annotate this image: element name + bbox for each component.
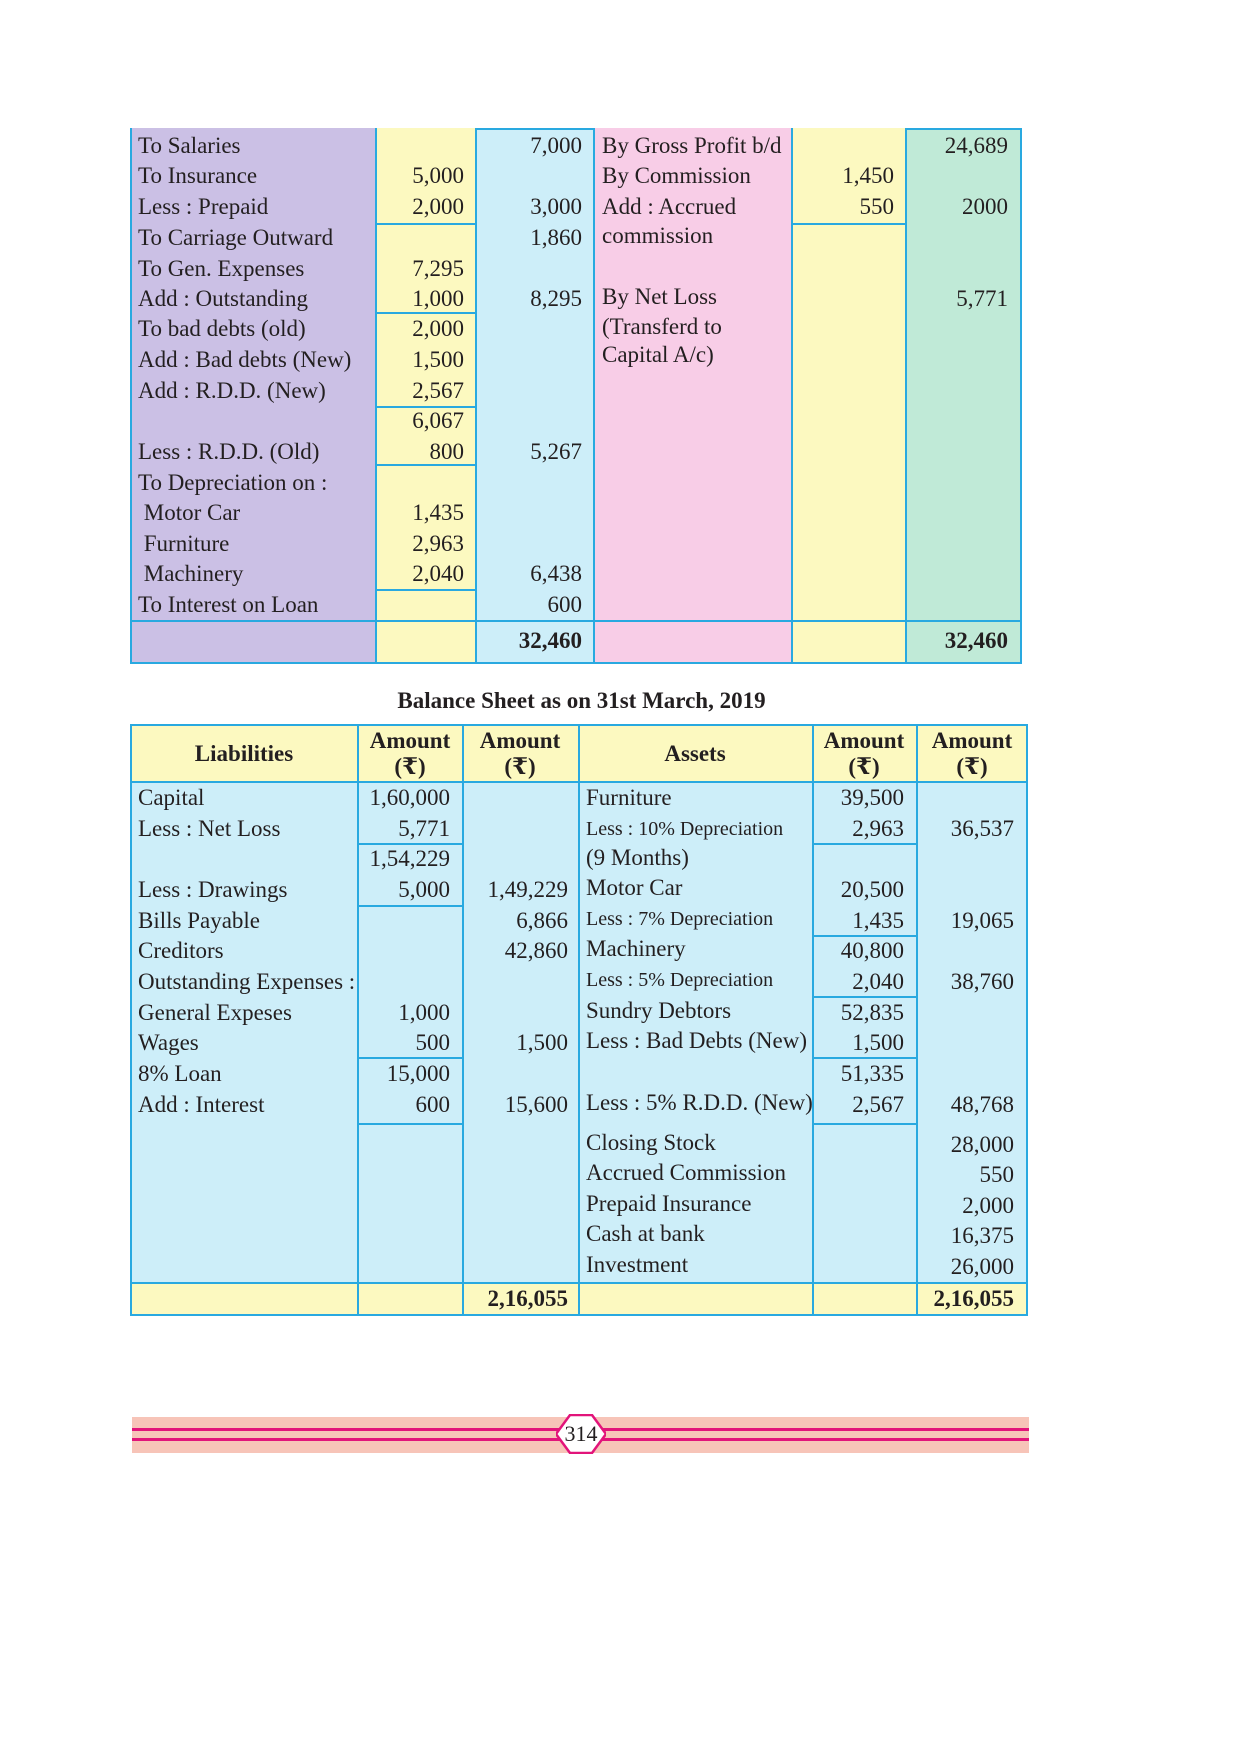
pl-debit-label: To Gen. Expenses	[138, 256, 305, 281]
pl-subtotal-rule	[376, 223, 476, 225]
bs-liability-label: Less : Net Loss	[138, 816, 281, 841]
bs-border	[578, 724, 580, 1316]
bs-asset-amount: 16,375	[950, 1223, 1014, 1248]
bs-asset-label: Less : 5% Depreciation	[586, 969, 774, 991]
bs-liability-amount: 1,500	[516, 1030, 568, 1055]
bs-asset-amount: 19,065	[950, 908, 1014, 933]
bs-asset-label: Motor Car	[586, 875, 683, 900]
bs-asset-label: Investment	[586, 1252, 689, 1277]
pl-debit-sub: 2,040	[412, 561, 464, 586]
pl-credit-label: By Commission	[602, 163, 751, 188]
bs-liability-label: Less : Drawings	[138, 877, 288, 902]
pl-debit-sub: 6,067	[412, 408, 464, 433]
pl-debit-label: To Salaries	[138, 133, 241, 158]
bs-liability-label: Wages	[138, 1030, 199, 1055]
bs-liability-label: 8% Loan	[138, 1061, 222, 1086]
pl-debit-sub: 2,567	[412, 378, 464, 403]
bs-asset-label: Furniture	[586, 785, 672, 810]
pl-debit-amount: 6,438	[530, 561, 582, 586]
bs-asset-label: Closing Stock	[586, 1130, 716, 1155]
pl-debit-label: To Depreciation on :	[138, 470, 328, 495]
bs-asset-sub: 2,963	[852, 816, 904, 841]
bs-asset-amount: 550	[979, 1162, 1014, 1187]
bs-asset-sub: 20,500	[840, 877, 904, 902]
bs-subtotal-rule	[358, 905, 462, 907]
bs-asset-label: Sundry Debtors	[586, 998, 732, 1023]
pl-debit-amount: 3,000	[530, 194, 582, 219]
balance-sheet-table	[130, 724, 1028, 1316]
pl-border	[1020, 128, 1022, 664]
bs-asset-sub: 52,835	[840, 1000, 904, 1025]
bs-liability-sub: 500	[415, 1030, 450, 1055]
pl-debit-sub: 1,435	[412, 500, 464, 525]
pl-debit-amount: 600	[547, 592, 582, 617]
pl-credit-label: (Transferd to	[602, 314, 722, 339]
bs-liability-label: Outstanding Expenses :	[138, 969, 356, 994]
pl-border	[130, 128, 132, 664]
pl-debit-label: Add : R.D.D. (New)	[138, 378, 326, 403]
bs-header-assets: Assets	[664, 741, 726, 766]
pl-debit-sub: 2,000	[412, 316, 464, 341]
bs-liability-label: Add : Interest	[138, 1092, 265, 1117]
pl-border	[593, 128, 595, 664]
bs-liability-sub: 1,60,000	[369, 785, 450, 810]
pl-debit-label: Less : R.D.D. (Old)	[138, 439, 320, 464]
bs-asset-amount: 28,000	[950, 1132, 1014, 1157]
pl-debit-sub: 2,963	[412, 531, 464, 556]
bs-asset-amount: 38,760	[950, 969, 1014, 994]
pl-credit-label: By Gross Profit b/d	[602, 133, 782, 158]
pl-credit-amount: 2000	[962, 194, 1008, 219]
pl-credit-label: Capital A/c)	[602, 342, 714, 367]
bs-liability-amount: 15,600	[504, 1092, 568, 1117]
pl-credit-label: commission	[602, 223, 714, 248]
pl-debit-label: To bad debts (old)	[138, 316, 306, 341]
pl-account-table	[130, 128, 1022, 664]
bs-asset-label: Accrued Commission	[586, 1160, 786, 1185]
bs-asset-sub: 2,567	[852, 1092, 904, 1117]
bs-liability-amount: 6,866	[516, 908, 568, 933]
bs-asset-amount: 26,000	[950, 1254, 1014, 1279]
pl-debit-label: Add : Bad debts (New)	[138, 347, 352, 372]
bs-asset-amount: 48,768	[950, 1092, 1014, 1117]
bs-asset-sub: 1,500	[852, 1030, 904, 1055]
bs-asset-label: Less : Bad Debts (New)	[586, 1028, 808, 1053]
bs-asset-sub: 2,040	[852, 969, 904, 994]
pl-debit-amount: 5,267	[530, 439, 582, 464]
bs-header-amount: Amount	[931, 728, 1013, 753]
bs-asset-label: Prepaid Insurance	[586, 1191, 752, 1216]
bs-liability-label: Creditors	[138, 938, 224, 963]
bs-header-liabilities: Liabilities	[194, 741, 294, 766]
pl-debit-label: To Insurance	[138, 163, 258, 188]
bs-liability-amount: 42,860	[504, 938, 568, 963]
pl-debit-label: Add : Outstanding	[138, 286, 308, 311]
pl-total-debit: 32,460	[518, 628, 582, 653]
bs-asset-sub: 40,800	[840, 938, 904, 963]
pl-credit-label: By Net Loss	[602, 284, 717, 309]
pl-credit-amount: 5,771	[956, 286, 1008, 311]
bs-liability-sub: 5,771	[398, 816, 450, 841]
bs-header-rupee: (₹)	[956, 754, 988, 779]
bs-asset-amount: 36,537	[950, 816, 1014, 841]
bs-liability-sub: 1,000	[398, 1000, 450, 1025]
pl-credit-sub: 1,450	[842, 163, 894, 188]
bs-liability-sub: 600	[415, 1092, 450, 1117]
bs-liability-label: Capital	[138, 785, 205, 810]
bs-border	[130, 724, 132, 1316]
pl-total-credit: 32,460	[944, 628, 1008, 653]
pl-credit-amount: 24,689	[944, 133, 1008, 158]
bs-asset-label: Cash at bank	[586, 1221, 705, 1246]
pl-debit-amount: 8,295	[530, 286, 582, 311]
bs-asset-label: Less : 7% Depreciation	[586, 908, 774, 930]
bs-header-amount: Amount	[479, 728, 561, 753]
balance-sheet-title: Balance Sheet as on 31st March, 2019	[397, 688, 766, 713]
pl-debit-sub: 2,000	[412, 194, 464, 219]
bs-liability-label: General Expeses	[138, 1000, 292, 1025]
bs-asset-label: (9 Months)	[586, 845, 689, 870]
pl-credit-sub: 550	[859, 194, 894, 219]
pl-debit-label: To Interest on Loan	[138, 592, 319, 617]
pl-debit-label: Motor Car	[138, 500, 241, 525]
page-number: 314	[564, 1421, 598, 1446]
pl-debit-sub: 1,500	[412, 347, 464, 372]
bs-header-rupee: (₹)	[394, 754, 426, 779]
pl-debit-label: Less : Prepaid	[138, 194, 269, 219]
pl-subtotal-rule	[376, 589, 476, 591]
bs-liability-amount: 1,49,229	[487, 877, 568, 902]
pl-debit-label: To Carriage Outward	[138, 225, 334, 250]
bs-total-liabilities: 2,16,055	[487, 1286, 568, 1311]
pl-debit-label: Machinery	[138, 561, 244, 586]
pl-debit-sub: 5,000	[412, 163, 464, 188]
pl-debit-label: Furniture	[138, 531, 230, 556]
bs-asset-label: Less : 10% Depreciation	[586, 818, 784, 840]
pl-debit-sub: 1,000	[412, 286, 464, 311]
bs-header-amount: Amount	[369, 728, 451, 753]
pl-border	[906, 128, 1022, 130]
bs-subtotal-rule	[813, 1123, 916, 1125]
bs-asset-sub: 51,335	[840, 1061, 904, 1086]
pl-debit-amount: 7,000	[530, 133, 582, 158]
bs-header-rupee: (₹)	[848, 754, 880, 779]
bs-total-assets: 2,16,055	[933, 1286, 1014, 1311]
bs-liability-sub: 15,000	[386, 1061, 450, 1086]
bs-liability-label: Bills Payable	[138, 908, 261, 933]
bs-subtotal-rule	[358, 1123, 462, 1125]
bs-liability-sub: 5,000	[398, 877, 450, 902]
page-number-badge	[556, 1414, 606, 1454]
bs-border	[462, 724, 464, 1316]
pl-border	[476, 128, 594, 130]
bs-asset-label: Less : 5% R.D.D. (New)	[586, 1090, 813, 1115]
bs-header-rupee: (₹)	[504, 754, 536, 779]
bs-liability-sub: 1,54,229	[369, 846, 450, 871]
bs-border	[1026, 724, 1028, 1316]
pl-debit-amount: 1,860	[530, 225, 582, 250]
pl-credit-label: Add : Accrued	[602, 194, 737, 219]
pl-debit-sub: 800	[429, 439, 464, 464]
pl-border	[130, 662, 1022, 664]
bs-asset-sub: 1,435	[852, 908, 904, 933]
bs-header-amount: Amount	[823, 728, 905, 753]
bs-asset-sub: 39,500	[840, 785, 904, 810]
pl-border	[130, 620, 1022, 622]
bs-asset-amount: 2,000	[962, 1193, 1014, 1218]
pl-subtotal-rule	[792, 223, 906, 225]
bs-asset-label: Machinery	[586, 936, 686, 961]
pl-debit-sub: 7,295	[412, 256, 464, 281]
